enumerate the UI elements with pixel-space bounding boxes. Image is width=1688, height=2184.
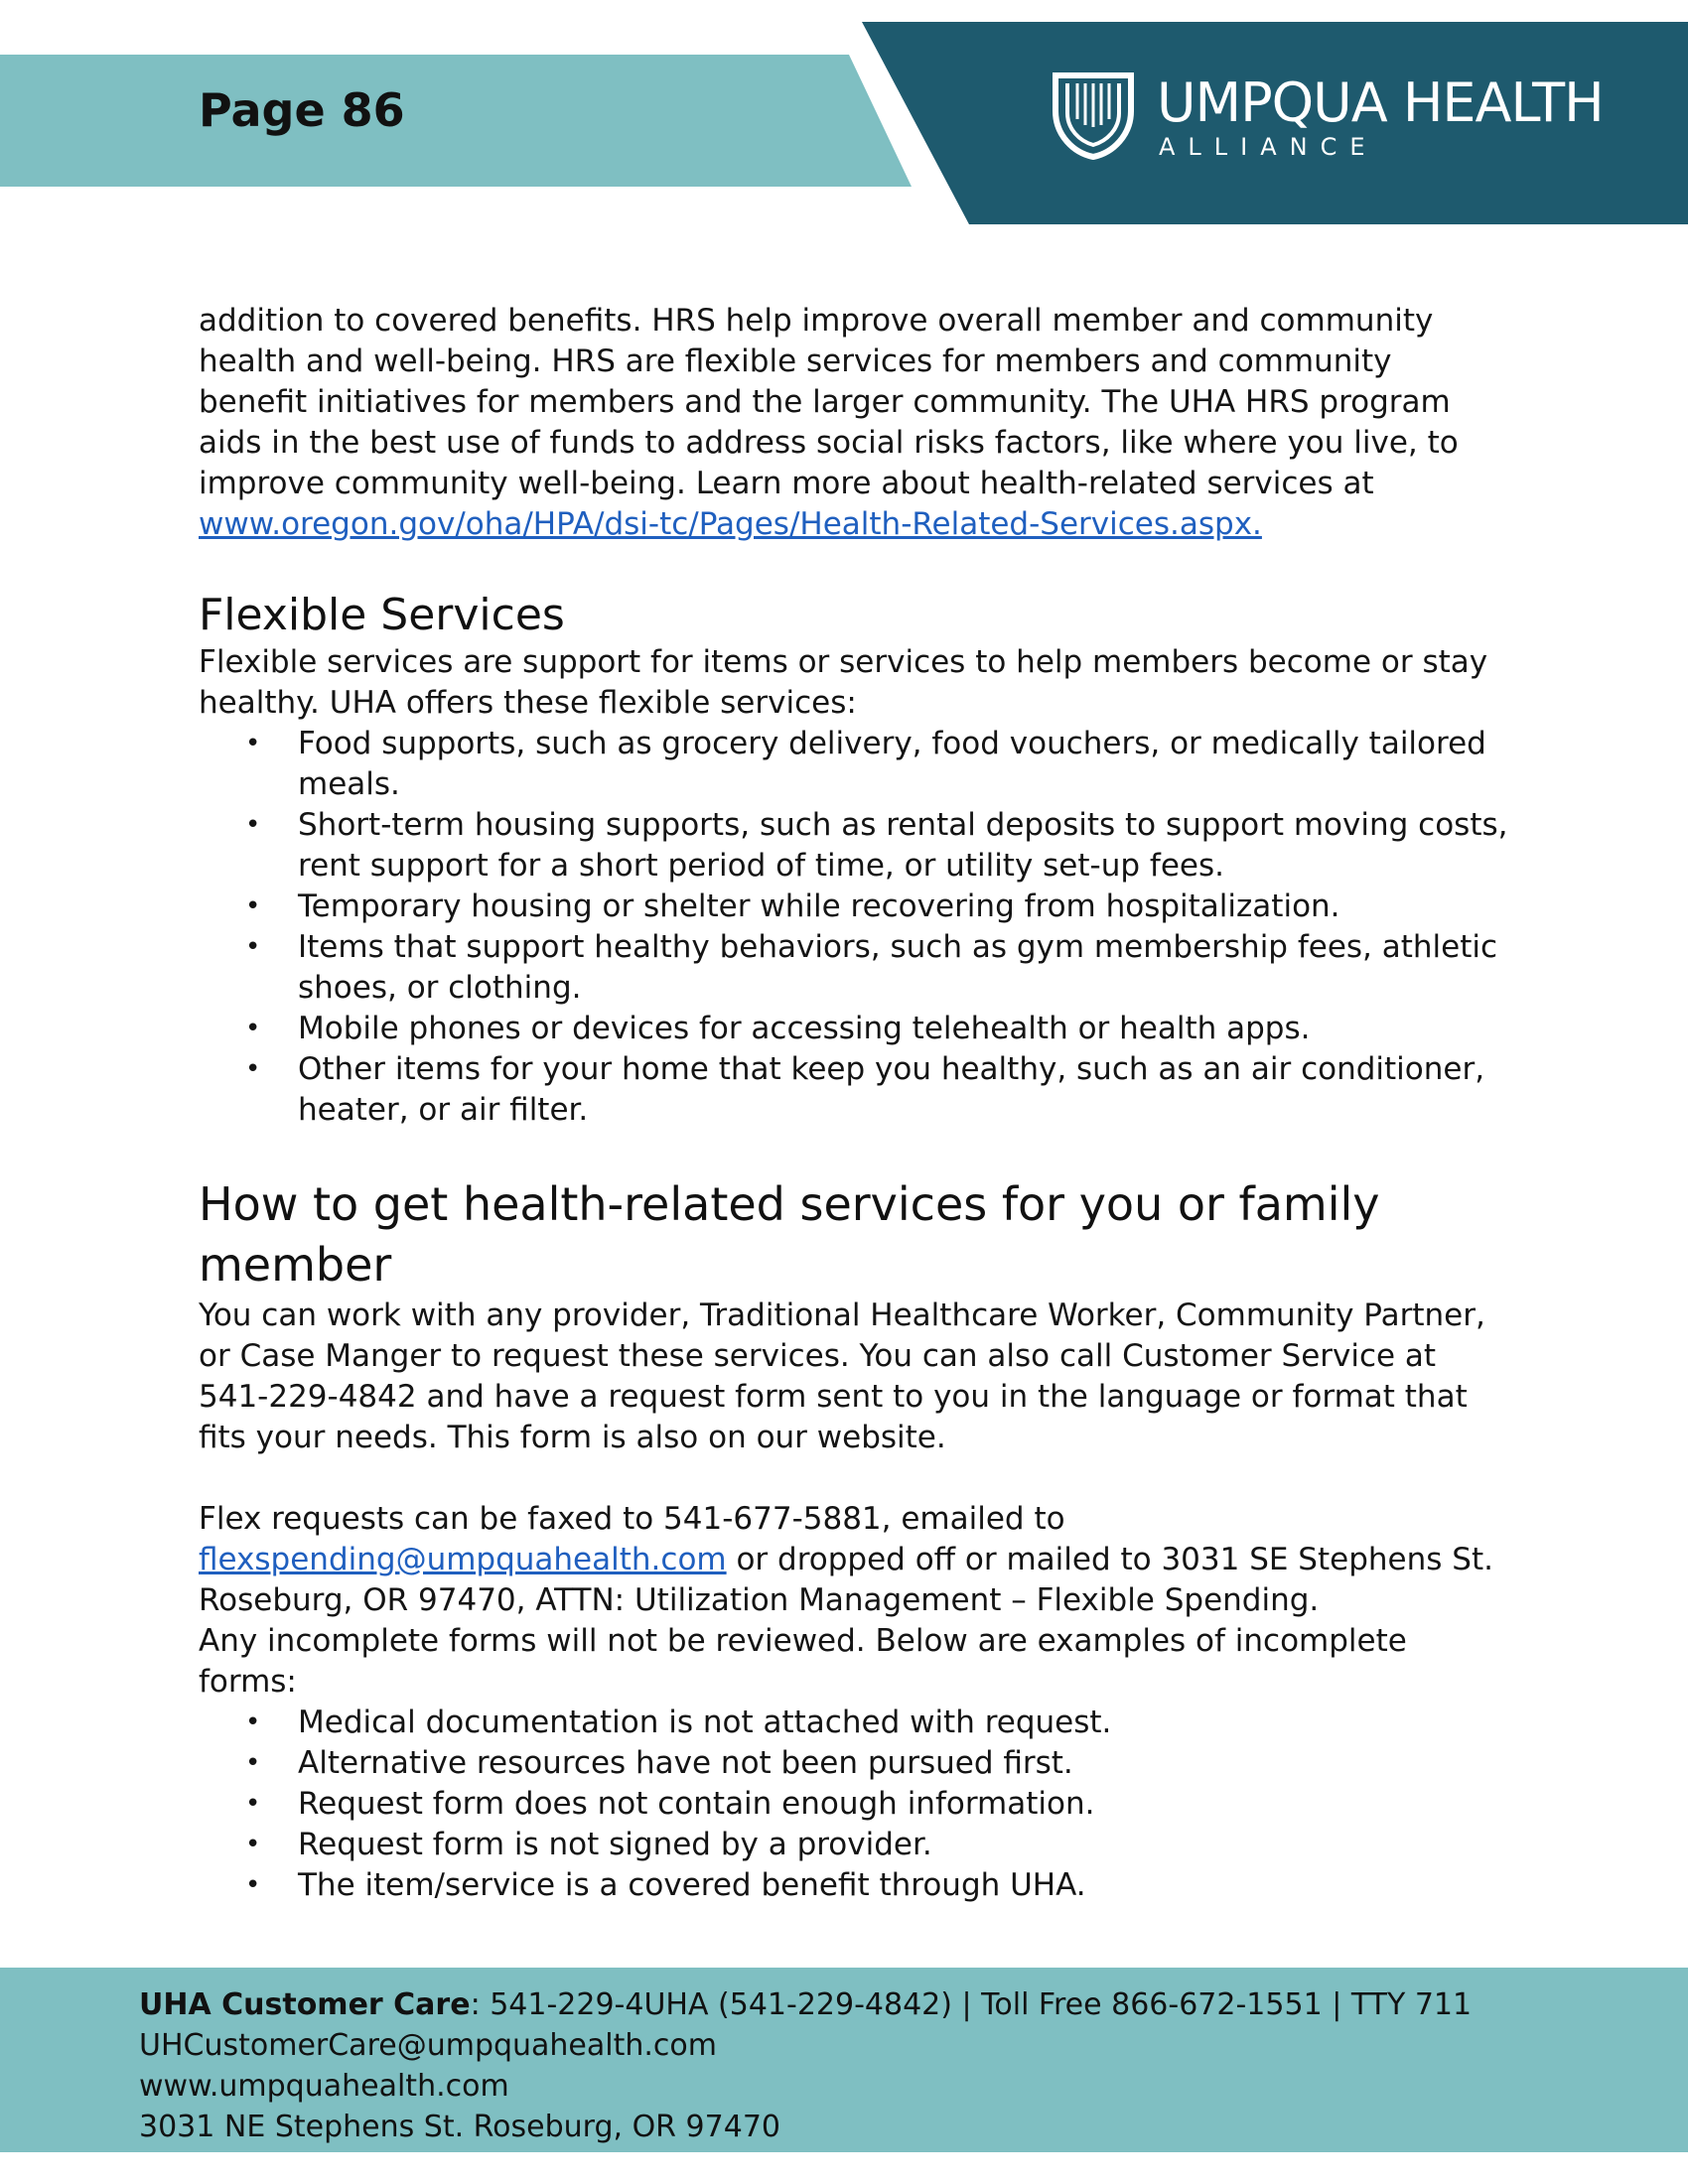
footer-contact [139,1984,1472,2147]
umpqua-logo [1048,69,1643,169]
logo-title: UMPQUA HEALTH [1157,71,1604,134]
list-item: • Items that support healthy behaviors, such as gym membership fees, athletic shoes, or clothing. [298,927,1509,1009]
footer-band [0,1968,1688,2152]
how-to-paragraph: You can work with any provider, Traditional Healthcare Worker, Community Partner, or Case Manger to request these services. You can also call Customer Service at 541-229-4842 and have a request form sent to you in the language or format that fits your needs. This form is also on our website. [199,1297,1485,1455]
list-item: • Medical documentation is not attached with request. [298,1703,1509,1743]
flexible-services-heading: Flexible Services [199,590,565,640]
list-item: • Request form is not signed by a provider. [298,1825,1509,1865]
incomplete-forms-paragraph: Any incomplete forms will not be reviewed. Below are examples of incomplete forms: [199,1623,1407,1700]
flexible-services-list [199,724,1509,1131]
footer-email: UHCustomerCare@umpquahealth.com [139,2028,717,2063]
list-item: • Short-term housing supports, such as rental deposits to support moving costs, rent support for a short period of time, or utility set-up fees. [298,805,1509,887]
header-light-band [0,55,912,187]
list-item: • The item/service is a covered benefit through UHA. [298,1865,1509,1906]
header-band [0,0,1688,228]
customer-care-line [139,1984,1472,2025]
hrs-info-link[interactable]: www.oregon.gov/oha/HPA/dsi-tc/Pages/Health-Related-Services.aspx. [199,506,1262,542]
flex-requests-address: or dropped off or mailed to 3031 SE Stephens St. Roseburg, OR 97470, ATTN: Utilization Management – Flexible Spending. [199,1542,1493,1618]
list-item: • Food supports, such as grocery delivery, food vouchers, or medically tailored meals. [298,724,1509,805]
intro-paragraph [199,301,1509,545]
footer-address: 3031 NE Stephens St. Roseburg, OR 97470 [139,2110,780,2144]
list-item: • Mobile phones or devices for accessing telehealth or health apps. [298,1009,1509,1049]
flexible-services-intro: Flexible services are support for items or services to help members become or stay healthy. UHA offers these flexible services: [199,644,1488,721]
list-item: • Request form does not contain enough information. [298,1784,1509,1825]
intro-text: addition to covered benefits. HRS help improve overall member and community health and well-being. HRS are flexible services for members and community benefit initiatives for members and the larger community. The UHA HRS program aids in the best use of funds to address social risks factors, like where you live, to improve community well-being. Learn more about health-related services at [199,303,1459,501]
flexspending-email-link[interactable]: flexspending@umpquahealth.com [199,1542,727,1577]
footer-website: www.umpquahealth.com [139,2069,509,2104]
shield-logo-icon [1048,69,1139,161]
incomplete-forms-list [199,1703,1509,1906]
customer-care-phones: : 541-229-4UHA (541-229-4842) | Toll Free 866-672-1551 | TTY 711 [470,1987,1473,2022]
logo-subtitle: ALLIANCE [1159,133,1378,161]
flex-requests-text: Flex requests can be faxed to 541-677-5881, emailed to [199,1501,1065,1537]
list-item: • Temporary housing or shelter while recovering from hospitalization. [298,887,1509,927]
flex-requests-paragraph [199,1499,1509,1621]
list-item: • Alternative resources have not been pursued first. [298,1743,1509,1784]
customer-care-label: UHA Customer Care [139,1987,471,2022]
page-content [199,301,1509,1906]
how-to-heading: How to get health-related services for you or family member [199,1177,1380,1292]
list-item: • Other items for your home that keep you healthy, such as an air conditioner, heater, or air filter. [298,1049,1509,1131]
page-number: Page 86 [199,83,405,137]
